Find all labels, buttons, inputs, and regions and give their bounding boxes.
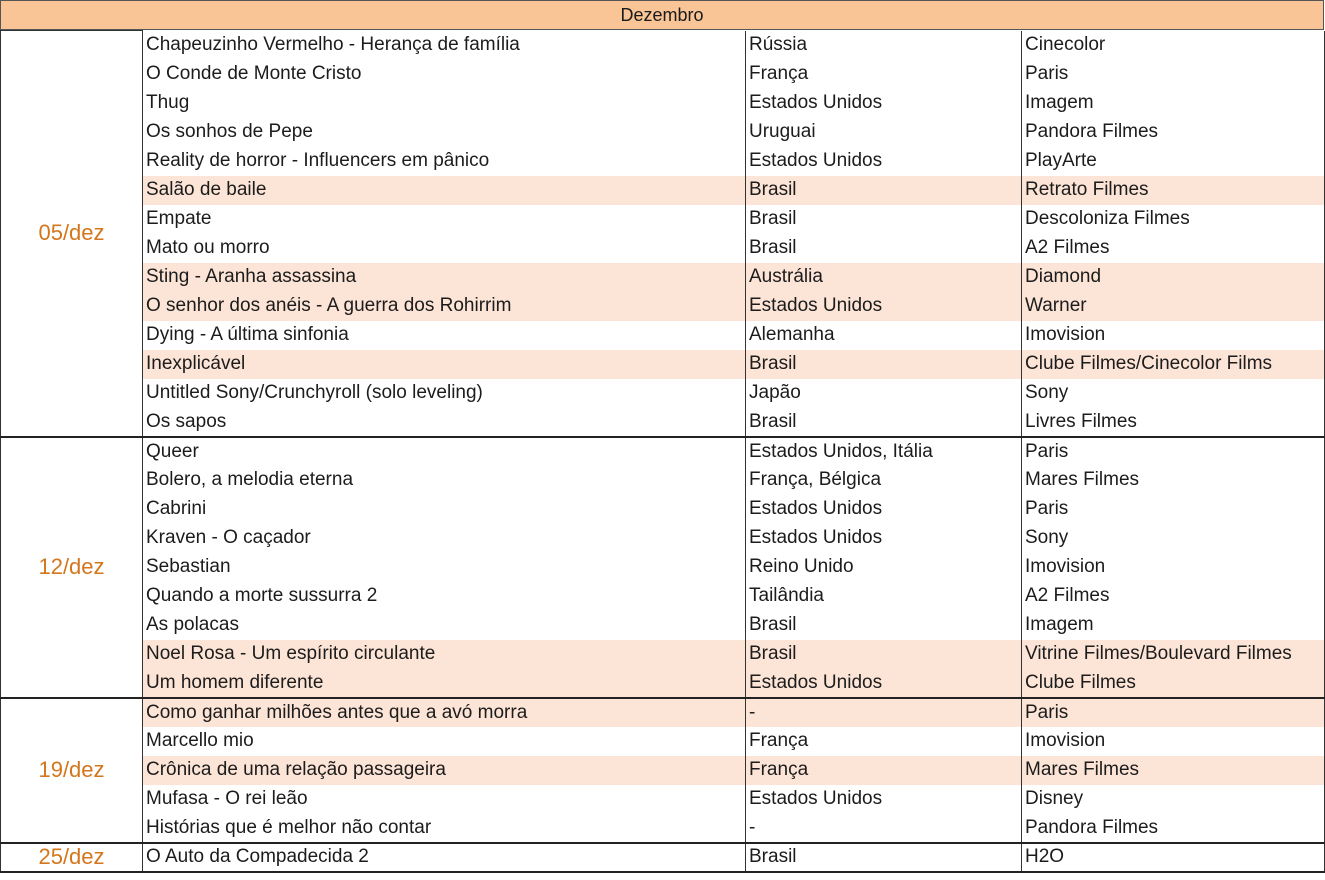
table-row	[1, 60, 1325, 89]
country-cell: Estados Unidos	[746, 785, 1022, 814]
movie-title-cell: Como ganhar milhões antes que a avó morra	[143, 698, 746, 727]
country-cell: França	[746, 727, 1022, 756]
distributor-cell: Warner	[1022, 292, 1325, 321]
table-row	[1, 31, 1325, 60]
distributor-cell: Imovision	[1022, 553, 1325, 582]
release-date-cell: 19/dez	[1, 698, 143, 843]
table-row	[1, 582, 1325, 611]
release-date-cell: 25/dez	[1, 843, 143, 872]
distributor-cell: Pandora Filmes	[1022, 118, 1325, 147]
movie-title-cell: Os sonhos de Pepe	[143, 118, 746, 147]
table-row	[1, 234, 1325, 263]
table-row	[1, 147, 1325, 176]
release-date-cell: 05/dez	[1, 31, 143, 437]
table-row	[1, 263, 1325, 292]
movie-title-cell: Chapeuzinho Vermelho - Herança de família	[143, 31, 746, 60]
distributor-cell: Clube Filmes/Cinecolor Films	[1022, 350, 1325, 379]
distributor-cell: A2 Filmes	[1022, 582, 1325, 611]
table-row	[1, 727, 1325, 756]
table-row	[1, 89, 1325, 118]
country-cell: Brasil	[746, 234, 1022, 263]
table-row	[1, 176, 1325, 205]
distributor-cell: Imovision	[1022, 321, 1325, 350]
movie-title-cell: O senhor dos anéis - A guerra dos Rohirrim	[143, 292, 746, 321]
country-cell: Austrália	[746, 263, 1022, 292]
release-table-body	[1, 31, 1325, 872]
country-cell: Brasil	[746, 640, 1022, 669]
distributor-cell: Disney	[1022, 785, 1325, 814]
country-cell: Brasil	[746, 611, 1022, 640]
movie-title-cell: Queer	[143, 437, 746, 466]
distributor-cell: Paris	[1022, 60, 1325, 89]
table-row	[1, 640, 1325, 669]
movie-title-cell: Dying - A última sinfonia	[143, 321, 746, 350]
distributor-cell: Imagem	[1022, 611, 1325, 640]
distributor-cell: Paris	[1022, 437, 1325, 466]
table-row	[1, 118, 1325, 147]
table-row	[1, 205, 1325, 234]
distributor-cell: Sony	[1022, 524, 1325, 553]
movie-title-cell: As polacas	[143, 611, 746, 640]
country-cell: França	[746, 60, 1022, 89]
country-cell: Uruguai	[746, 118, 1022, 147]
country-cell: Rússia	[746, 31, 1022, 60]
country-cell: Japão	[746, 379, 1022, 408]
distributor-cell: PlayArte	[1022, 147, 1325, 176]
movie-title-cell: Marcello mio	[143, 727, 746, 756]
distributor-cell: Mares Filmes	[1022, 756, 1325, 785]
country-cell: Brasil	[746, 205, 1022, 234]
movie-title-cell: Crônica de uma relação passageira	[143, 756, 746, 785]
distributor-cell: Sony	[1022, 379, 1325, 408]
table-row	[1, 611, 1325, 640]
country-cell: Reino Unido	[746, 553, 1022, 582]
country-cell: Estados Unidos	[746, 292, 1022, 321]
country-cell: Tailândia	[746, 582, 1022, 611]
month-header	[0, 0, 1324, 30]
table-row	[1, 524, 1325, 553]
country-cell: Estados Unidos	[746, 524, 1022, 553]
movie-title-cell: O Conde de Monte Cristo	[143, 60, 746, 89]
distributor-cell: Diamond	[1022, 263, 1325, 292]
distributor-cell: Imovision	[1022, 727, 1325, 756]
movie-title-cell: O Auto da Compadecida 2	[143, 843, 746, 872]
table-row	[1, 814, 1325, 843]
table-row	[1, 379, 1325, 408]
country-cell: Alemanha	[746, 321, 1022, 350]
movie-title-cell: Mato ou morro	[143, 234, 746, 263]
country-cell: Estados Unidos	[746, 147, 1022, 176]
movie-title-cell: Sebastian	[143, 553, 746, 582]
table-row	[1, 321, 1325, 350]
distributor-cell: Descoloniza Filmes	[1022, 205, 1325, 234]
table-row	[1, 698, 1325, 727]
movie-title-cell: Um homem diferente	[143, 669, 746, 698]
table-row	[1, 437, 1325, 466]
movie-title-cell: Inexplicável	[143, 350, 746, 379]
movie-title-cell: Cabrini	[143, 495, 746, 524]
country-cell: -	[746, 814, 1022, 843]
movie-title-cell: Reality de horror - Influencers em pânico	[143, 147, 746, 176]
table-row	[1, 292, 1325, 321]
country-cell: França, Bélgica	[746, 466, 1022, 495]
country-cell: Estados Unidos, Itália	[746, 437, 1022, 466]
table-row	[1, 466, 1325, 495]
table-row	[1, 756, 1325, 785]
table-row	[1, 495, 1325, 524]
distributor-cell: H2O	[1022, 843, 1325, 872]
table-row	[1, 785, 1325, 814]
movie-title-cell: Thug	[143, 89, 746, 118]
country-cell: Estados Unidos	[746, 89, 1022, 118]
distributor-cell: Vitrine Filmes/Boulevard Filmes	[1022, 640, 1325, 669]
country-cell: Brasil	[746, 350, 1022, 379]
table-row	[1, 843, 1325, 872]
distributor-cell: Retrato Filmes	[1022, 176, 1325, 205]
movie-title-cell: Kraven - O caçador	[143, 524, 746, 553]
release-date-cell: 12/dez	[1, 437, 143, 698]
distributor-cell: Clube Filmes	[1022, 669, 1325, 698]
table-row	[1, 408, 1325, 437]
table-row	[1, 350, 1325, 379]
table-row	[1, 669, 1325, 698]
movie-title-cell: Os sapos	[143, 408, 746, 437]
release-table	[0, 30, 1325, 873]
movie-title-cell: Untitled Sony/Crunchyroll (solo leveling)	[143, 379, 746, 408]
movie-title-cell: Sting - Aranha assassina	[143, 263, 746, 292]
movie-title-cell: Quando a morte sussurra 2	[143, 582, 746, 611]
distributor-cell: Pandora Filmes	[1022, 814, 1325, 843]
country-cell: Estados Unidos	[746, 669, 1022, 698]
distributor-cell: Paris	[1022, 698, 1325, 727]
movie-title-cell: Bolero, a melodia eterna	[143, 466, 746, 495]
movie-title-cell: Salão de baile	[143, 176, 746, 205]
country-cell: Brasil	[746, 843, 1022, 872]
country-cell: Brasil	[746, 408, 1022, 437]
table-row	[1, 553, 1325, 582]
country-cell: Brasil	[746, 176, 1022, 205]
distributor-cell: Mares Filmes	[1022, 466, 1325, 495]
movie-title-cell: Empate	[143, 205, 746, 234]
movie-title-cell: Mufasa - O rei leão	[143, 785, 746, 814]
distributor-cell: Cinecolor	[1022, 31, 1325, 60]
country-cell: França	[746, 756, 1022, 785]
distributor-cell: A2 Filmes	[1022, 234, 1325, 263]
country-cell: -	[746, 698, 1022, 727]
country-cell: Estados Unidos	[746, 495, 1022, 524]
month-title: Dezembro	[620, 4, 704, 25]
movie-title-cell: Histórias que é melhor não contar	[143, 814, 746, 843]
distributor-cell: Paris	[1022, 495, 1325, 524]
movie-title-cell: Noel Rosa - Um espírito circulante	[143, 640, 746, 669]
distributor-cell: Imagem	[1022, 89, 1325, 118]
distributor-cell: Livres Filmes	[1022, 408, 1325, 437]
